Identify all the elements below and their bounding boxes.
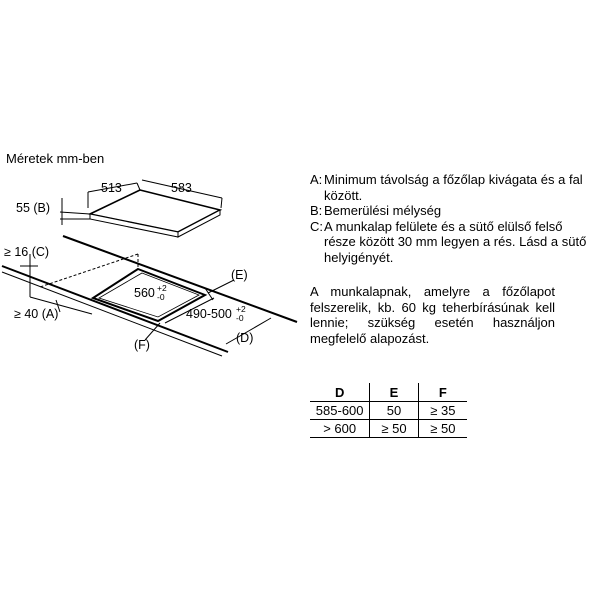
label-e: (E) xyxy=(231,268,248,282)
cutout-width-tol-bottom: -0 xyxy=(157,292,165,302)
cutout-width-tol-top: +2 xyxy=(157,283,167,293)
table-cell: 585-600 xyxy=(310,402,370,420)
dim-a-label: ≥ 40 (A) xyxy=(14,307,59,321)
legend xyxy=(310,172,595,265)
legend-text: Minimum távolság a főzőlap kivágata és a fal között. xyxy=(324,172,583,203)
legend-text: Bemerülési mélység xyxy=(324,203,442,218)
table-cell: 50 xyxy=(370,402,418,420)
legend-key: B: xyxy=(310,203,323,218)
table-header: E xyxy=(370,383,418,402)
extension-line xyxy=(137,183,140,190)
legend-item-c xyxy=(310,219,595,266)
legend-key: A: xyxy=(310,172,323,187)
extension-line xyxy=(221,198,222,208)
extension-line xyxy=(60,212,90,214)
label-d: (D) xyxy=(236,331,254,345)
cutout-depth-tol-bottom: -0 xyxy=(236,313,244,323)
table-cell: ≥ 50 xyxy=(370,420,418,438)
table-header-row xyxy=(310,383,467,402)
table-header: D xyxy=(310,383,370,402)
dim-b-label: 55 (B) xyxy=(16,201,51,215)
legend-key: C: xyxy=(310,218,324,234)
dim-depth-label: 583 xyxy=(171,181,192,195)
dim-c-label: ≥ 16 (C) xyxy=(4,245,50,259)
cutout-depth-label: 490-500 xyxy=(186,307,232,321)
label-f: (F) xyxy=(134,338,150,352)
cutout-width-label: 560 xyxy=(134,286,155,300)
cutout-depth-tol-top: +2 xyxy=(236,304,246,314)
hidden-line xyxy=(40,254,138,287)
table-cell: ≥ 35 xyxy=(418,402,467,420)
worktop-note: A munkalapnak, amelyre a főzőlapot felszerelik, kb. 60 kg teherbírásúnak kell lennie; szükség esetén használjon megfelelő alapozást. xyxy=(310,284,555,346)
table-cell: ≥ 50 xyxy=(418,420,467,438)
table-cell: > 600 xyxy=(310,420,370,438)
table-row xyxy=(310,402,467,420)
legend-item-a xyxy=(310,172,595,203)
dimension-table xyxy=(310,383,467,438)
legend-item-b xyxy=(310,203,595,219)
table-header: F xyxy=(418,383,467,402)
table-row xyxy=(310,420,467,438)
units-caption: Méretek mm-ben xyxy=(6,151,105,166)
legend-text: A munkalap felülete és a sütő elülső felső része között 30 mm legyen a rés. Lásd a sütő helyigényét. xyxy=(324,218,587,265)
dim-width-label: 513 xyxy=(101,181,122,195)
